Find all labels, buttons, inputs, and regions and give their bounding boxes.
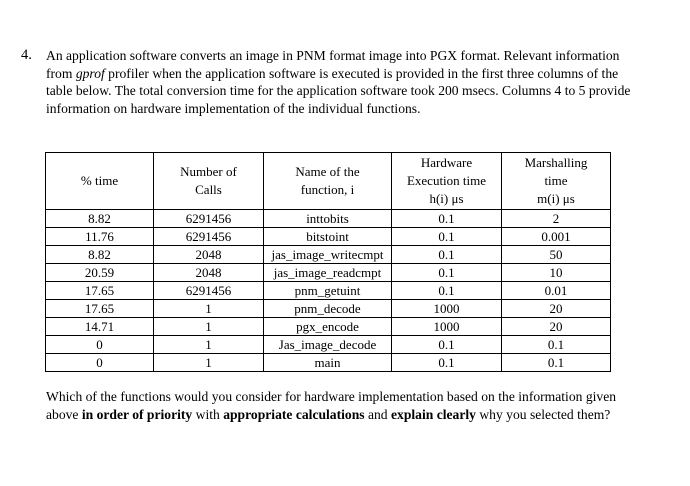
table-row [46,246,611,264]
outro-bold-1: in order of priority [81,407,193,422]
cell-function-name: pnm_decode [264,300,392,318]
cell-hardware-time: 0.1 [392,336,502,354]
cell-number-of-calls: 1 [154,336,264,354]
question-outro [46,388,638,424]
cell-function-name: jas_image_readcmpt [264,264,392,282]
table-row [46,336,611,354]
cell-function-name: jas_image_writecmpt [264,246,392,264]
cell-marshalling-time: 0.1 [502,336,611,354]
cell-hardware-time: 1000 [392,318,502,336]
cell-percent-time: 8.82 [46,246,154,264]
cell-hardware-time: 0.1 [392,210,502,228]
cell-marshalling-time: 10 [502,264,611,282]
cell-percent-time: 20.59 [46,264,154,282]
cell-number-of-calls: 6291456 [154,282,264,300]
cell-percent-time: 0 [46,354,154,372]
cell-number-of-calls: 2048 [154,264,264,282]
cell-percent-time: 17.65 [46,300,154,318]
cell-hardware-time: 0.1 [392,354,502,372]
outro-bold-2: appropriate calculations [223,407,365,422]
cell-function-name: inttobits [264,210,392,228]
cell-marshalling-time: 0.1 [502,354,611,372]
table-row [46,354,611,372]
cell-percent-time: 0 [46,336,154,354]
cell-hardware-time: 1000 [392,300,502,318]
table-row [46,282,611,300]
cell-number-of-calls: 1 [154,354,264,372]
cell-function-name: pgx_encode [264,318,392,336]
cell-marshalling-time: 0.001 [502,228,611,246]
cell-percent-time: 17.65 [46,282,154,300]
outro-text-2: with [192,407,224,422]
cell-function-name: Jas_image_decode [264,336,392,354]
cell-number-of-calls: 1 [154,300,264,318]
cell-marshalling-time: 0.01 [502,282,611,300]
question-intro [46,47,636,117]
cell-hardware-time: 0.1 [392,228,502,246]
table-row [46,318,611,336]
cell-function-name: main [264,354,392,372]
table-row [46,210,611,228]
cell-percent-time: 14.71 [46,318,154,336]
cell-percent-time: 11.76 [46,228,154,246]
intro-text-2: profiler when the application software is executed is provided in the first three columns of the table below. The total conversion time for the application software took 200 msecs. Columns 4 to 5 provide information on hardware implementation of the individual functions. [46,65,631,116]
profiler-table [45,152,611,372]
gprof-term: gprof [75,65,105,81]
cell-hardware-time: 0.1 [392,264,502,282]
cell-marshalling-time: 50 [502,246,611,264]
cell-marshalling-time: 2 [502,210,611,228]
intro-text-1: An application software converts an image in PNM format image into PGX format. Relevant information from [46,48,620,81]
outro-bold-3: explain clearly [391,407,476,422]
cell-number-of-calls: 6291456 [154,210,264,228]
outro-text-3: and [364,407,391,422]
cell-function-name: bitstoint [264,228,392,246]
header-marshalling-time: Marshalling time m(i) μs [502,153,611,210]
cell-number-of-calls: 6291456 [154,228,264,246]
cell-number-of-calls: 1 [154,318,264,336]
table-row [46,300,611,318]
header-percent-time: % time [46,153,154,210]
header-number-of-calls: Number of Calls [154,153,264,210]
table-row [46,264,611,282]
cell-percent-time: 8.82 [46,210,154,228]
cell-number-of-calls: 2048 [154,246,264,264]
cell-marshalling-time: 20 [502,318,611,336]
outro-text-1: Which of the functions would you consider for hardware implementation based on the information given above [46,389,617,422]
table-row [46,228,611,246]
header-function-name: Name of the function, i [264,153,392,210]
outro-text-4: why you selected them? [475,407,611,422]
question-number: 4. [21,47,32,63]
header-row [46,153,611,210]
cell-marshalling-time: 20 [502,300,611,318]
header-hardware-execution-time: Hardware Execution time h(i) μs [392,153,502,210]
cell-hardware-time: 0.1 [392,246,502,264]
cell-hardware-time: 0.1 [392,282,502,300]
cell-function-name: pnm_getuint [264,282,392,300]
